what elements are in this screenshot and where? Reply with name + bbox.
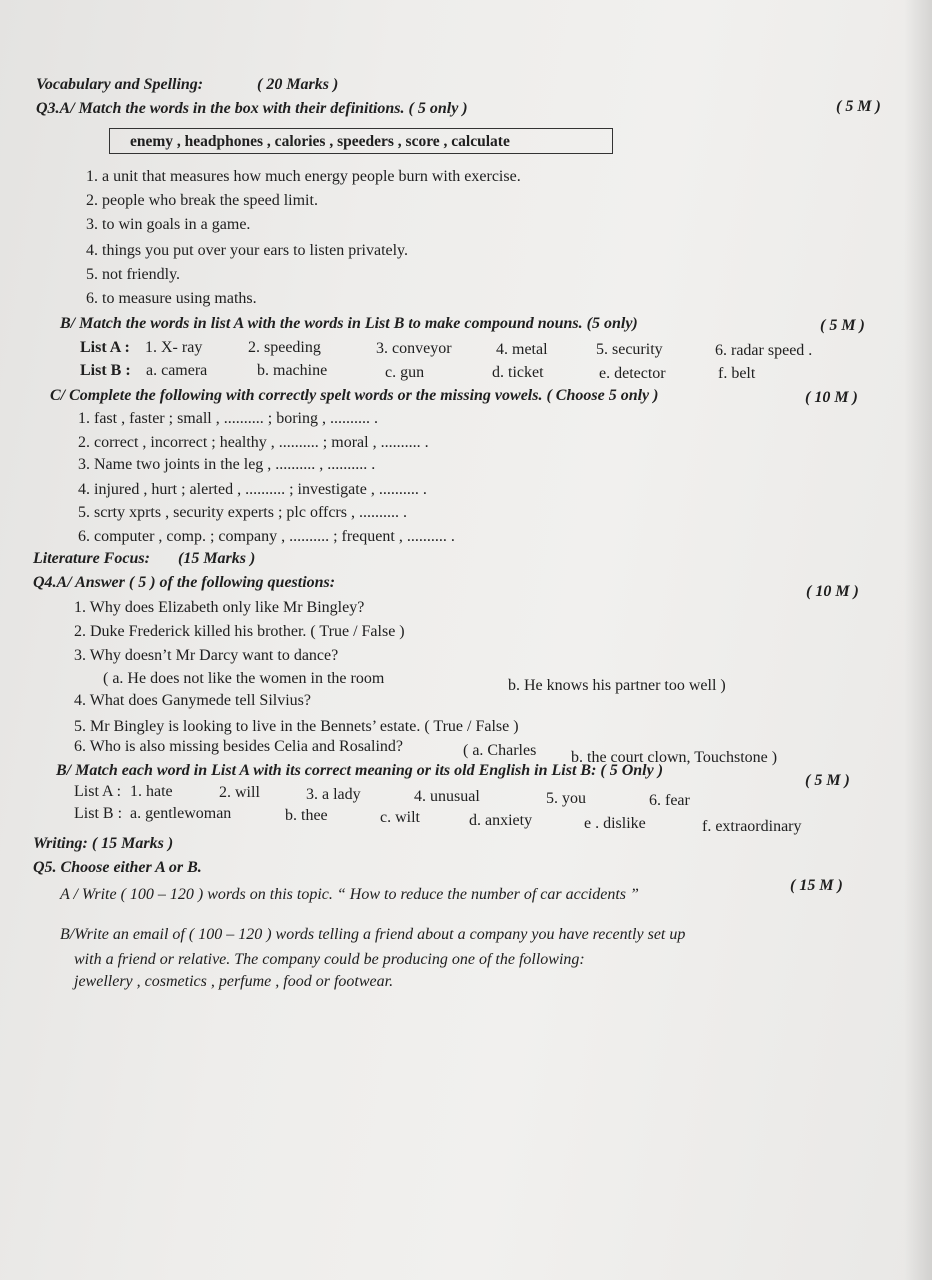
q4b-marks: ( 5 M ) [805, 772, 850, 789]
writing-heading: Writing: ( 15 Marks ) [33, 835, 174, 852]
q4a-question-6: 6. Who is also missing besides Celia and Rosalind? [74, 738, 404, 755]
q5-option-b-line-2: with a friend or relative. The company could be producing one of the following: [74, 951, 585, 968]
definition-4: 4. things you put over your ears to listen privately. [86, 242, 409, 259]
q3c-item-5: 5. scrty xprts , security experts ; plc offcrs , .......... . [78, 504, 407, 521]
q3c-item-1: 1. fast , faster ; small , .......... ; boring , .......... . [78, 410, 378, 427]
q4a-question-5: 5. Mr Bingley is looking to live in the Bennets’ estate. ( True / False ) [74, 718, 519, 735]
literature-heading: Literature Focus: [33, 550, 150, 567]
q3b-title: B/ Match the words in list A with the words in List B to make compound nouns. (5 only) [60, 315, 638, 332]
q3c-item-6: 6. computer , comp. ; company , .......... ; frequent , .......... . [78, 528, 455, 545]
word-box-words: enemy , headphones , calories , speeders , score , calculate [130, 133, 510, 150]
q4b-list-a-item: 3. a lady [306, 786, 361, 803]
q3b-list-b-label: List B : [80, 362, 131, 379]
q4b-list-a-label: List A : [74, 783, 122, 800]
q3b-list-b-item: a. camera [146, 362, 208, 379]
vocab-marks: ( 20 Marks ) [257, 76, 339, 93]
q3b-marks: ( 5 M ) [820, 317, 865, 334]
q3c-marks: ( 10 M ) [805, 389, 858, 406]
q5-marks: ( 15 M ) [790, 877, 843, 894]
q4b-list-b-item: b. thee [285, 807, 328, 824]
q4b-list-b-item: e . dislike [584, 815, 646, 832]
q4a-question-2: 2. Duke Frederick killed his brother. ( True / False ) [74, 623, 405, 640]
q3b-list-a-item: 4. metal [496, 341, 548, 358]
q4b-list-b-item: f. extraordinary [702, 818, 802, 835]
q5-option-b-line-3: jewellery , cosmetics , perfume , food or footwear. [74, 973, 394, 990]
q3b-list-b-item: e. detector [599, 365, 666, 382]
q4a-marks: ( 10 M ) [806, 583, 859, 600]
q3b-list-b-item: f. belt [718, 365, 756, 382]
paper-shadow [904, 0, 932, 1280]
q4b-list-a-item: 1. hate [130, 783, 173, 800]
definition-3: 3. to win goals in a game. [86, 216, 251, 233]
definition-6: 6. to measure using maths. [86, 290, 257, 307]
q3b-list-b-item: d. ticket [492, 364, 544, 381]
q5-title: Q5. Choose either A or B. [33, 859, 202, 876]
literature-marks: (15 Marks ) [178, 550, 256, 567]
q3b-list-a-label: List A : [80, 339, 130, 356]
q3c-title: C/ Complete the following with correctly spelt words or the missing vowels. ( Choose 5 only ) [50, 387, 659, 404]
q3a-title: Q3.A/ Match the words in the box with their definitions. ( 5 only ) [36, 100, 468, 117]
q3b-list-a-item: 3. conveyor [376, 340, 452, 357]
q5-option-a: A / Write ( 100 – 120 ) words on this topic. “ How to reduce the number of car accidents ” [60, 886, 639, 903]
q3a-marks: ( 5 M ) [836, 98, 881, 115]
q4a-question-6-option-a: ( a. Charles [463, 742, 537, 759]
q4b-list-a-item: 2. will [219, 784, 260, 801]
q5-option-b-line-1: B/Write an email of ( 100 – 120 ) words telling a friend about a company you have recently set up [60, 926, 686, 943]
q4a-question-3: 3. Why doesn’t Mr Darcy want to dance? [74, 647, 339, 664]
q4a-question-3-option-b: b. He knows his partner too well ) [508, 677, 726, 694]
q4a-question-4: 4. What does Ganymede tell Silvius? [74, 692, 311, 709]
q3b-list-b-item: c. gun [385, 364, 425, 381]
q4b-list-b-item: c. wilt [380, 809, 420, 826]
definition-2: 2. people who break the speed limit. [86, 192, 318, 209]
vocab-heading: Vocabulary and Spelling: [36, 76, 204, 93]
q3b-list-a-item: 5. security [596, 341, 663, 358]
q3b-list-a-item: 2. speeding [248, 339, 321, 356]
q3c-item-3: 3. Name two joints in the leg , .......... , .......... . [78, 456, 376, 473]
q4b-list-a-item: 6. fear [649, 792, 690, 809]
q3b-list-a-item: 1. X- ray [145, 339, 203, 356]
q4b-title: B/ Match each word in List A with its correct meaning or its old English in List B: ( 5 Only ) [56, 762, 664, 779]
q4b-list-b-label: List B : [74, 805, 123, 822]
q3b-list-b-item: b. machine [257, 362, 328, 379]
q4b-list-b-item: a. gentlewoman [130, 805, 232, 822]
q3b-list-a-item: 6. radar speed . [715, 342, 813, 359]
q4a-question-1: 1. Why does Elizabeth only like Mr Bingley? [74, 599, 365, 616]
q4b-list-a-item: 4. unusual [414, 788, 480, 805]
q4a-question-3-option-a: ( a. He does not like the women in the room [103, 670, 385, 687]
q4a-title: Q4.A/ Answer ( 5 ) of the following questions: [33, 574, 336, 591]
q4b-list-b-item: d. anxiety [469, 812, 533, 829]
definition-5: 5. not friendly. [86, 266, 181, 283]
q3c-item-2: 2. correct , incorrect ; healthy , .......... ; moral , .......... . [78, 434, 429, 451]
q3c-item-4: 4. injured , hurt ; alerted , .......... ; investigate , .......... . [78, 481, 427, 498]
definition-1: 1. a unit that measures how much energy people burn with exercise. [86, 168, 521, 185]
q4a-question-6-option-b: b. the court clown, Touchstone ) [571, 749, 778, 766]
q4b-list-a-item: 5. you [546, 790, 586, 807]
